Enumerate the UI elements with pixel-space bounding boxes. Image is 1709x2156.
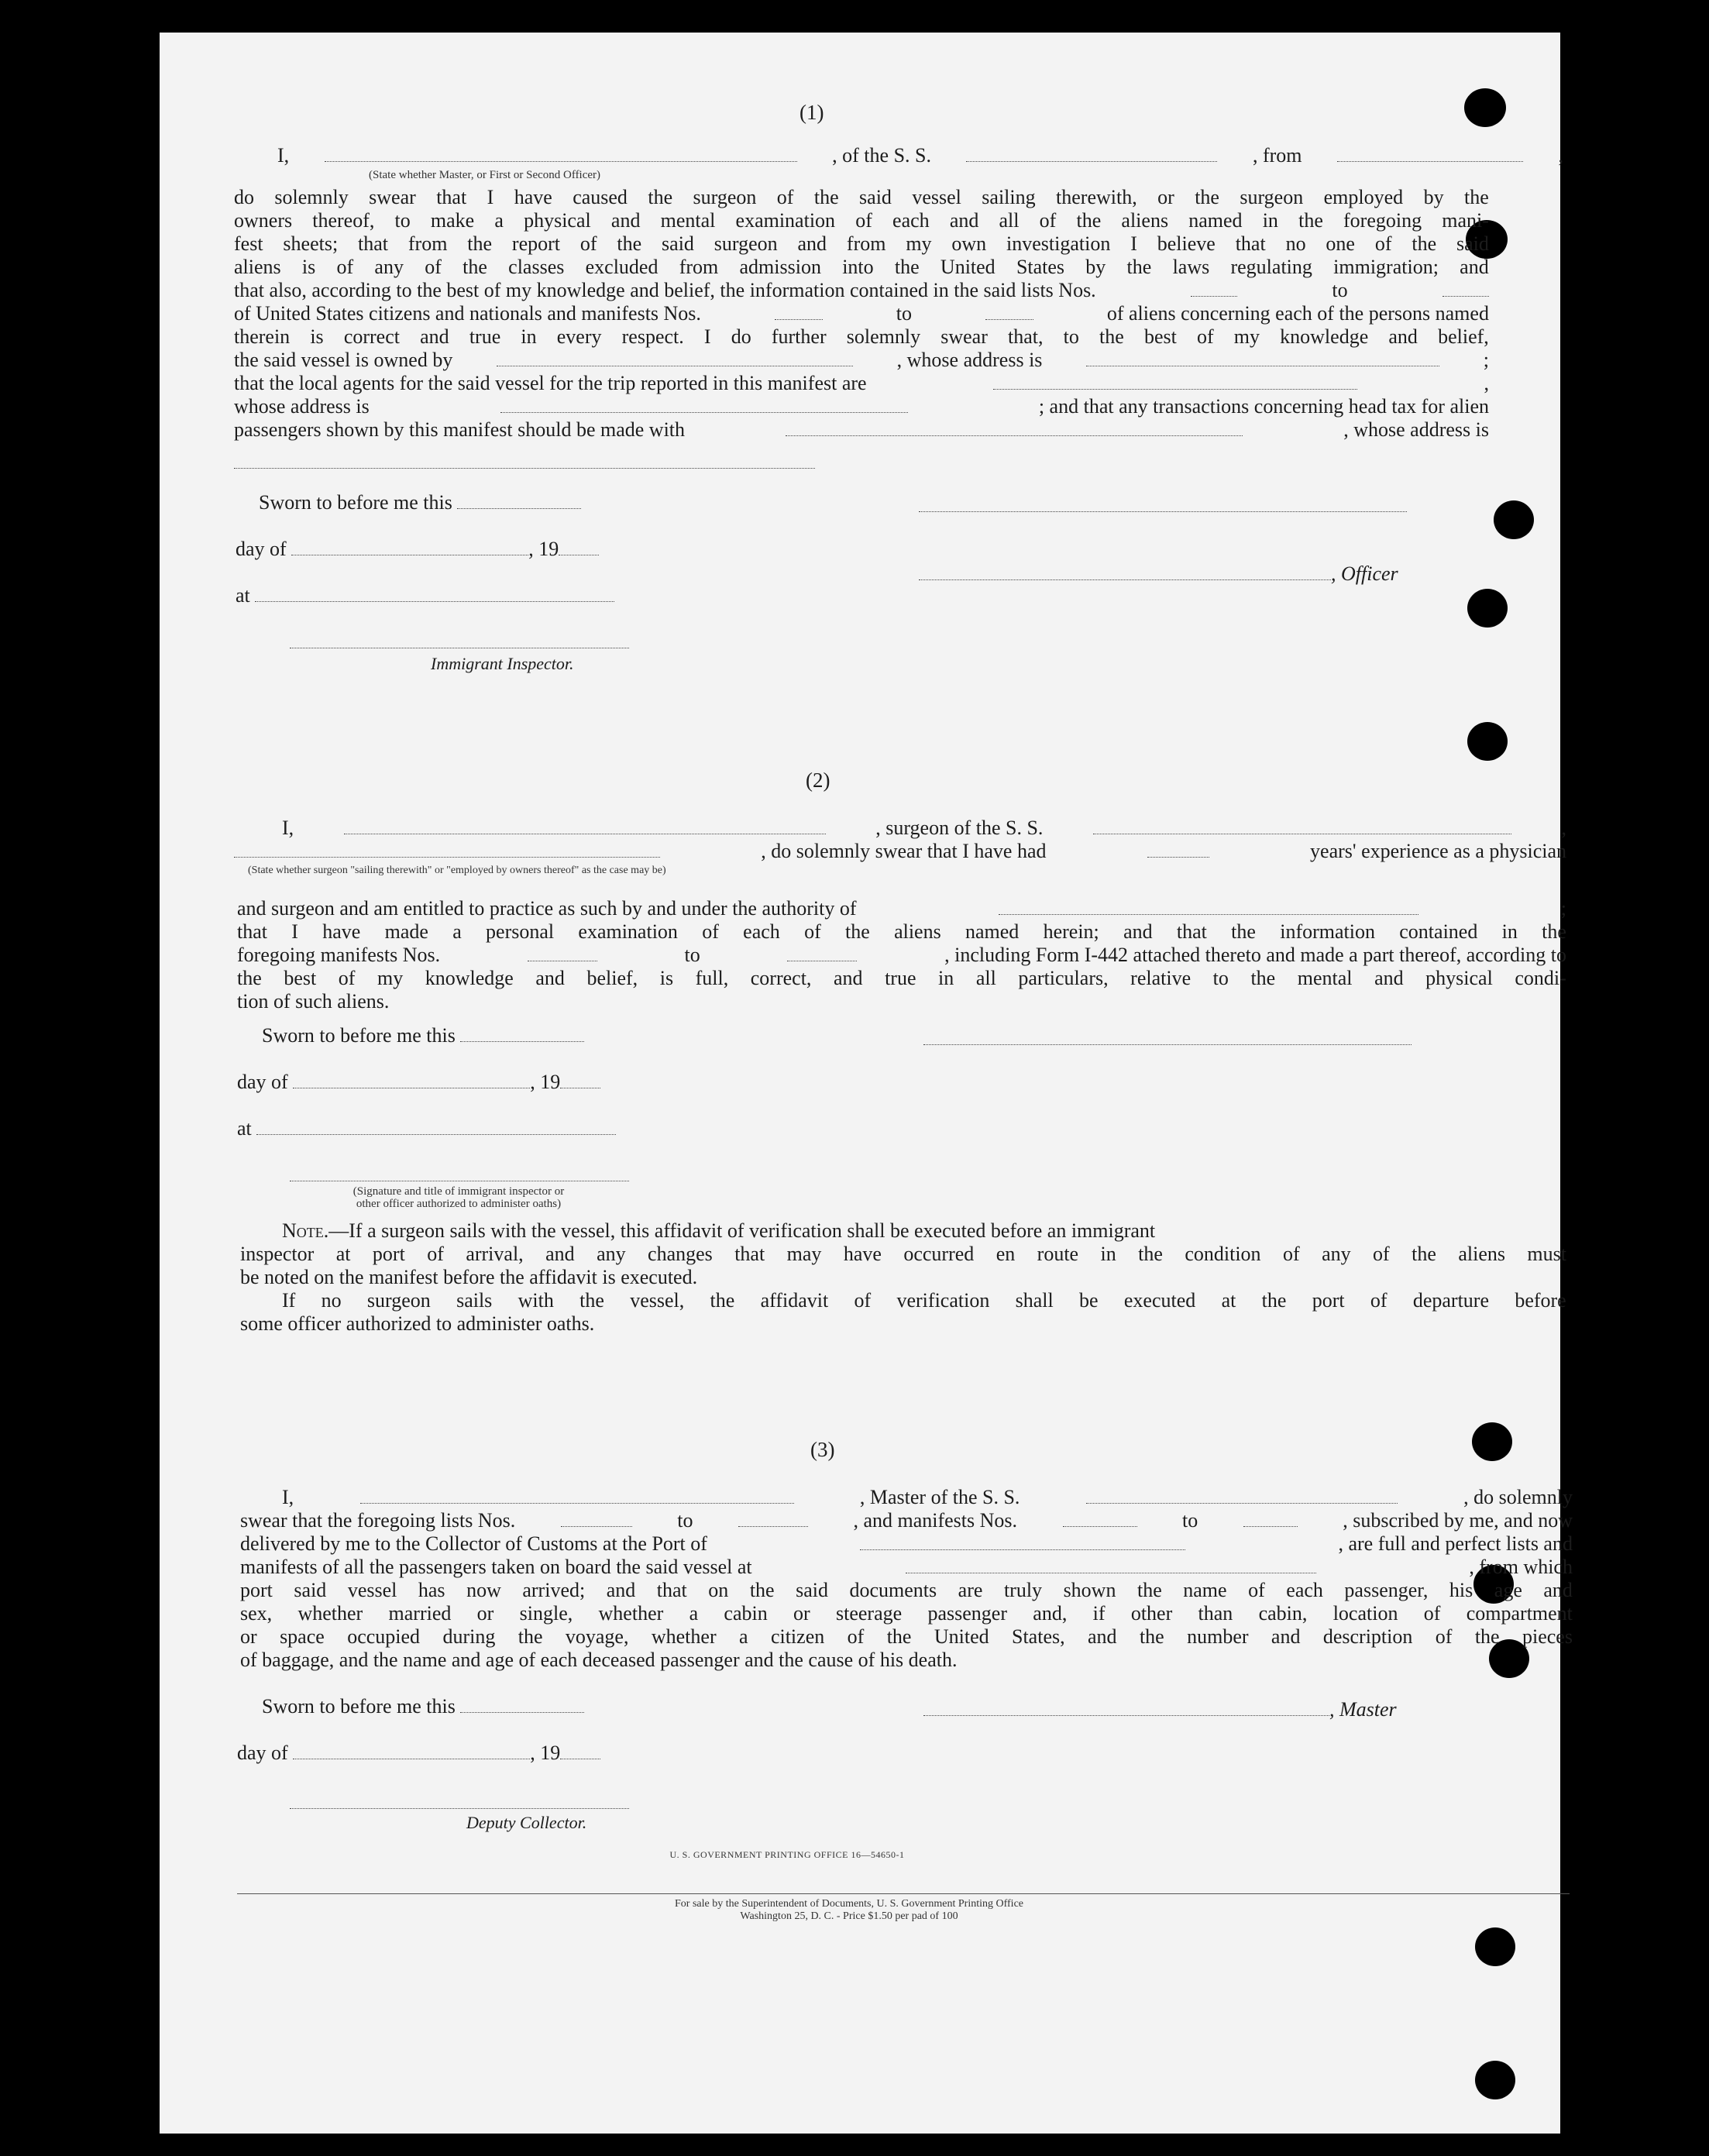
day-of-label: day of , 19 xyxy=(236,538,599,561)
officer-rank-caption: (State whether Master, or First or Second Officer) xyxy=(369,169,601,181)
sale-notice: For sale by the Superintendent of Documents, U. S. Government Printing Office Washington 25, D. C. - Price $1.50 per pad of 100 xyxy=(675,1898,1023,1922)
section-3-text-line: of baggage, and the name and age of each deceased passenger and the cause of his death. xyxy=(240,1649,958,1671)
sworn-date-field[interactable] xyxy=(460,1027,584,1042)
binder-hole xyxy=(1475,1927,1515,1966)
day-of-month-field[interactable] xyxy=(293,1074,530,1088)
section-3-port-line: delivered by me to the Collector of Customs at the Port of , are full and perfect lists and xyxy=(240,1532,1573,1555)
lists-to-field[interactable] xyxy=(1443,282,1489,297)
section-1-citizens-line: of United States citizens and nationals and manifests Nos. to of aliens concerning each of the persons named xyxy=(234,302,1489,325)
sworn-date-field[interactable] xyxy=(460,1698,584,1713)
section-2-text-line: that I have made a personal examination of each of the aliens named herein; and that the information contained in the xyxy=(237,920,1566,943)
owner-address-field[interactable] xyxy=(1086,352,1439,366)
officer-title-line: , Officer xyxy=(919,562,1398,586)
years-experience-field[interactable] xyxy=(1147,843,1209,858)
signature-caption: (Signature and title of immigrant inspector or other officer authorized to administer oaths) xyxy=(352,1185,565,1210)
master-manifests-to-field[interactable] xyxy=(1243,1512,1298,1527)
section-1-owner-line: the said vessel is owned by , whose address is ; xyxy=(234,349,1489,371)
sworn-label: Sworn to before me this xyxy=(262,1695,584,1718)
section-3-boarding-line: manifests of all the passengers taken on board the said vessel at , from which xyxy=(240,1556,1573,1578)
section-1-number: (1) xyxy=(799,101,824,124)
day-of-label: day of , 19 xyxy=(237,1071,600,1094)
practice-authority-field[interactable] xyxy=(999,900,1418,915)
sworn-date-field[interactable] xyxy=(457,494,581,509)
binder-hole xyxy=(1467,589,1508,628)
master-title-line: , Master xyxy=(923,1698,1397,1721)
section-1-line-oath: I, , of the S. S. , from , xyxy=(277,144,1563,167)
master-manifests-from-field[interactable] xyxy=(1063,1512,1137,1527)
local-agents-field[interactable] xyxy=(993,375,1357,390)
place-field[interactable] xyxy=(255,587,614,602)
manifests-from-field[interactable] xyxy=(775,305,823,320)
section-2-line-oath: I, , surgeon of the S. S. , xyxy=(282,817,1566,839)
section-1-text-line: aliens is of any of the classes excluded from admission into the United States by the laws regulating immigration; and xyxy=(234,256,1489,278)
section-1-agent-address-line: whose address is ; and that any transactions concerning head tax for alien xyxy=(234,395,1489,418)
binder-hole xyxy=(1494,500,1534,539)
vessel-owner-field[interactable] xyxy=(497,352,853,366)
section-2-manifests-line: foregoing manifests Nos. to , including Form I-442 attached thereto and made a part thereof, according to xyxy=(237,944,1566,966)
note-label: Note. xyxy=(282,1219,329,1242)
master-lists-from-field[interactable] xyxy=(561,1512,632,1527)
sworn-label: Sworn to before me this xyxy=(259,491,581,514)
section-3-number: (3) xyxy=(810,1438,835,1461)
surgeon-status-field[interactable] xyxy=(234,843,660,858)
officer-rank-field[interactable] xyxy=(325,147,797,162)
at-label: at xyxy=(236,584,614,607)
section-1-lists-line: that also, according to the best of my knowledge and belief, the information contained in the said lists Nos. to xyxy=(234,279,1489,302)
lists-from-field[interactable] xyxy=(1191,282,1237,297)
note-line: If no surgeon sails with the vessel, the affidavit of verification shall be executed at the port of departure before xyxy=(282,1289,1566,1312)
master-lists-to-field[interactable] xyxy=(738,1512,808,1527)
section-1-text-line: fest sheets; that from the report of the said surgeon and from my own investigation I believe that no one of the said xyxy=(234,232,1489,255)
inspector-title: Immigrant Inspector. xyxy=(431,654,574,673)
section-1-text-line: owners thereof, to make a physical and mental examination of each and all of the aliens named in the foregoing mani- xyxy=(234,209,1489,232)
place-field[interactable] xyxy=(256,1120,616,1135)
master-name-field[interactable] xyxy=(360,1489,794,1504)
section-1-head-tax-line: passengers shown by this manifest should be made with , whose address is xyxy=(234,418,1489,441)
binder-hole xyxy=(1475,2061,1515,2099)
section-3-text-line: or space occupied during the voyage, whether a citizen of the United States, and the number and description of the pieces xyxy=(240,1625,1573,1648)
collector-signature-field[interactable] xyxy=(290,1808,629,1809)
at-label: at xyxy=(237,1117,616,1140)
year-field[interactable] xyxy=(560,1074,600,1088)
section-2-number: (2) xyxy=(806,769,830,792)
surgeon-status-caption: (State whether surgeon "sailing therewith" or "employed by owners thereof" as the case may be) xyxy=(248,865,666,876)
customs-port-field[interactable] xyxy=(860,1535,1185,1550)
section-3-text-line: sex, whether married or single, whether a cabin or steerage passenger and, if other than cabin, location of compartment xyxy=(240,1602,1573,1625)
section-2-practice-line: and surgeon and am entitled to practice as such by and under the authority of ; xyxy=(237,897,1566,920)
head-tax-party-field[interactable] xyxy=(786,421,1243,436)
section-1-text-line: do solemnly swear that I have caused the surgeon of the said vessel sailing therewith, or the surgeon employed by the xyxy=(234,186,1489,208)
section-2-text-line: tion of such aliens. xyxy=(237,990,390,1013)
surgeon-signature-field[interactable] xyxy=(923,1044,1412,1045)
surgeon-vessel-field[interactable] xyxy=(1093,820,1511,834)
section-1-agents-line: that the local agents for the said vessel for the trip reported in this manifest are , xyxy=(234,372,1489,394)
binder-hole xyxy=(1472,1422,1512,1461)
section-2-experience-line: , do solemnly swear that I have had years' experience as a physician xyxy=(234,840,1566,863)
footer-rule xyxy=(237,1893,1570,1894)
year-field[interactable] xyxy=(559,541,599,555)
day-of-month-field[interactable] xyxy=(291,541,528,555)
year-field[interactable] xyxy=(560,1745,600,1759)
master-vessel-field[interactable] xyxy=(1086,1489,1398,1504)
form-page xyxy=(160,33,1573,2134)
officer-name-field[interactable] xyxy=(919,566,1331,580)
section-1-text-line: therein is correct and true in every respect. I do further solemnly swear that, to the best of my knowledge and belief, xyxy=(234,325,1489,348)
note-line: inspector at port of arrival, and any changes that may have occurred en route in the condition of any of the aliens must xyxy=(240,1243,1566,1265)
officer-signature-field[interactable] xyxy=(919,511,1407,512)
departure-port-field[interactable] xyxy=(1337,147,1523,162)
note-line: be noted on the manifest before the affidavit is executed. xyxy=(240,1266,698,1288)
surgeon-manifests-from-field[interactable] xyxy=(528,947,597,961)
section-3-text-line: port said vessel has now arrived; and that on the said documents are truly shown the name of each passenger, his age and xyxy=(240,1579,1573,1601)
note-line: Note. —If a surgeon sails with the vessel, this affidavit of verification shall be executed before an immigrant xyxy=(282,1219,1156,1242)
collector-title: Deputy Collector. xyxy=(466,1813,587,1832)
surgeon-name-field[interactable] xyxy=(344,820,826,834)
day-of-month-field[interactable] xyxy=(293,1745,530,1759)
manifests-to-field[interactable] xyxy=(985,305,1033,320)
sworn-label: Sworn to before me this xyxy=(262,1024,584,1047)
day-of-label: day of , 19 xyxy=(237,1742,600,1765)
head-tax-address-field[interactable] xyxy=(234,468,815,469)
vessel-name-field[interactable] xyxy=(966,147,1217,162)
section-3-line-oath: I, , Master of the S. S. , do solemnly xyxy=(282,1486,1573,1508)
printing-office-imprint: U. S. GOVERNMENT PRINTING OFFICE 16—54650-1 xyxy=(669,1849,905,1860)
binder-hole xyxy=(1464,88,1506,127)
note-line: some officer authorized to administer oaths. xyxy=(240,1312,595,1335)
boarding-port-field[interactable] xyxy=(906,1559,1316,1573)
binder-hole xyxy=(1467,722,1508,761)
agents-address-field[interactable] xyxy=(500,398,908,413)
section-2-text-line: the best of my knowledge and belief, is full, correct, and true in all particulars, relative to the mental and physical condi- xyxy=(237,967,1566,989)
master-signature-field[interactable] xyxy=(923,1701,1329,1716)
surgeon-manifests-to-field[interactable] xyxy=(787,947,857,961)
section-3-lists-line: swear that the foregoing lists Nos. to , and manifests Nos. to , subscribed by me, and now xyxy=(240,1509,1573,1532)
